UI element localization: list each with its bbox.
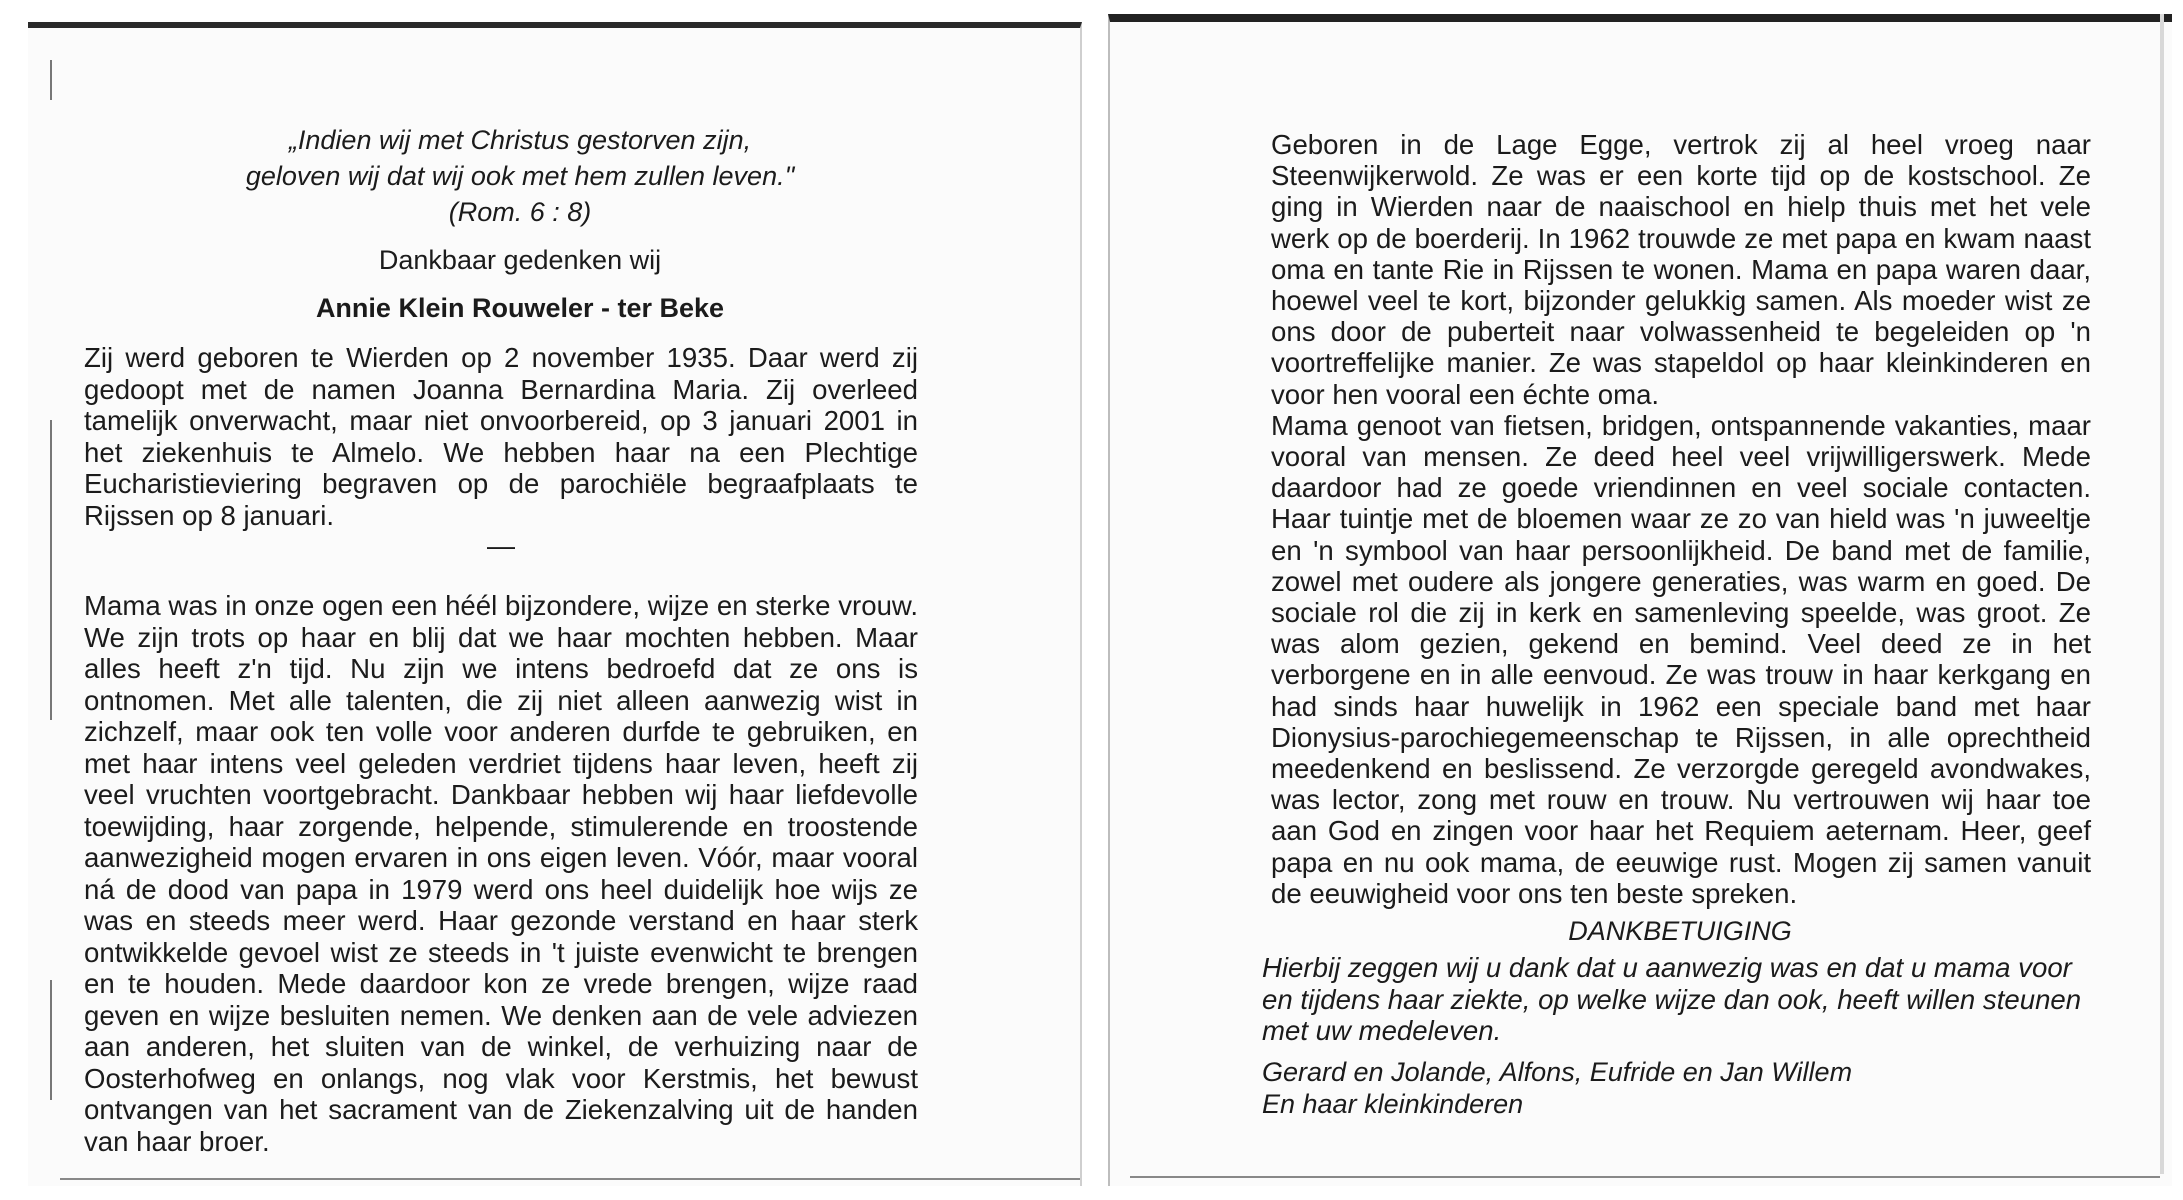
life-story-paragraph: Geboren in de Lage Egge, vertrok zij al heel vroeg naar Steenwijkerwold. Ze was er een korte tijd op de kostschool. Ze ging in Wierden naar de naaischool en hielp thuis met het vele werk op de boerderij. In 1962 trouwde ze met papa en kwam naast oma en tante Rie in Rijssen te wonen. Mama en papa waren daar, hoewel veel te kort, bijzonder gelukkig samen. Als moeder wist ze ons door de puberteit naar volwassenheid te begeleiden op 'n voortreffelijke manier. Ze was stapeldol op haar kleinkinderen en voor hen vooral een échte oma. bbox=[1271, 129, 2091, 410]
deceased-name: Annie Klein Rouweler - ter Beke bbox=[315, 293, 725, 323]
section-separator: — bbox=[487, 530, 515, 561]
acknowledgement-heading: DANKBETUIGING bbox=[1568, 916, 1792, 946]
signature-line: En haar kleinkinderen bbox=[1262, 1089, 1524, 1119]
quote-line: geloven wij dat wij ook met hem zullen leven." bbox=[245, 161, 795, 191]
bible-quote bbox=[30, 122, 1010, 230]
binding-mark bbox=[50, 980, 52, 1100]
quote-line: „Indien wij met Christus gestorven zijn, bbox=[288, 125, 752, 155]
signature-block bbox=[1262, 1056, 1852, 1120]
tribute-paragraph: Mama was in onze ogen een héél bijzondere, wijze en sterke vrouw. We zijn trots op haar en blij dat we haar mochten hebben. Maar alles heeft z'n tijd. Nu zijn we intens bedroefd dat ze ons is ontnomen. Met alle talenten, die zij niet alleen aanwezig wist in zichzelf, maar ook ten volle voor anderen durfde te gebruiken, en met haar intens veel geleden verdriet tijdens haar leven, heeft zij veel vruchten voortgebracht. Dankbaar hebben wij haar liefdevolle toewijding, haar zorgende, helpende, stimulerende en troostende aanwezigheid mogen ervaren in ons eigen leven. Vóór, maar vooral ná de dood van papa in 1979 werd ons heel duidelijk hoe wijs ze was en steeds meer werd. Haar gezonde verstand en haar sterk ontwikkelde gevoel wist ze steeds in 't juiste evenwicht te brengen en te houden. Mede daardoor kon ze vrede brengen, wijze raad geven en wijze besluiten nemen. We denken aan de vele adviezen aan anderen, het sluiten van de winkel, de verhuizing naar de Oosterhofweg en onlangs, nog vlak voor Kerstmis, het bewust ontvangen van het sacrament van de Ziekenzalving uit de handen van haar broer. bbox=[84, 590, 918, 1157]
biography-paragraph: Zij werd geboren te Wierden op 2 november 1935. Daar werd zij gedoopt met de namen Joanna Bernardina Maria. Zij overleed tamelijk onverwacht, maar niet onvoorbereid, op 3 januari 2001 in het ziekenhuis te Almelo. We hebben haar na een Plechtige Eucharistieviering begraven op de parochiële begraafplaats te Rijssen op 8 januari. bbox=[84, 342, 918, 531]
signature-line: Gerard en Jolande, Alfons, Eufride en Jan Willem bbox=[1262, 1057, 1853, 1087]
binding-mark bbox=[50, 60, 52, 100]
page-edge bbox=[2160, 14, 2164, 1174]
dedication-line: Dankbaar gedenken wij bbox=[378, 245, 662, 275]
quote-reference: (Rom. 6 : 8) bbox=[448, 197, 592, 227]
life-story-text bbox=[1271, 129, 2091, 909]
page-bottom-edge bbox=[1130, 1176, 2160, 1178]
binding-mark bbox=[50, 420, 52, 720]
acknowledgement-text: Hierbij zeggen wij u dank dat u aanwezig was en dat u mama voor en tijdens haar ziekte, op welke wijze dan ook, heeft willen steunen met uw medeleven. bbox=[1262, 952, 2082, 1046]
page-bottom-edge bbox=[60, 1178, 1080, 1180]
life-story-paragraph: Mama genoot van fietsen, bridgen, ontspannende vakanties, maar vooral van mensen. Ze deed heel veel vrijwilligerswerk. Mede daardoor had ze goede vriendinnen en veel sociale contacten. Haar tuintje met de bloemen waar ze zo van hield was 'n juweeltje en 'n symbool van haar persoonlijkheid. De band met de familie, zowel met oudere als jongere generaties, was warm en goed. De sociale rol die zij in kerk en samenleving speelde, was groot. Ze was alom gezien, gekend en bemind. Veel deed ze in het verborgene en in alle eenvoud. Ze was trouw in haar kerkgang en had sinds haar huwelijk in 1962 een speciale band met haar Dionysius-parochiegemeenschap te Rijssen, in alle oprechtheid meedenkend en beslissend. Ze verzorgde geregeld avondwakes, was lector, zong met rouw en trouw. Nu vertrouwen wij haar toe aan God en zingen voor haar het Requiem aeternam. Heer, geef papa en nu ook mama, de eeuwige rust. Mogen zij samen vanuit de eeuwigheid voor ons ten beste spreken. bbox=[1271, 409, 2091, 909]
